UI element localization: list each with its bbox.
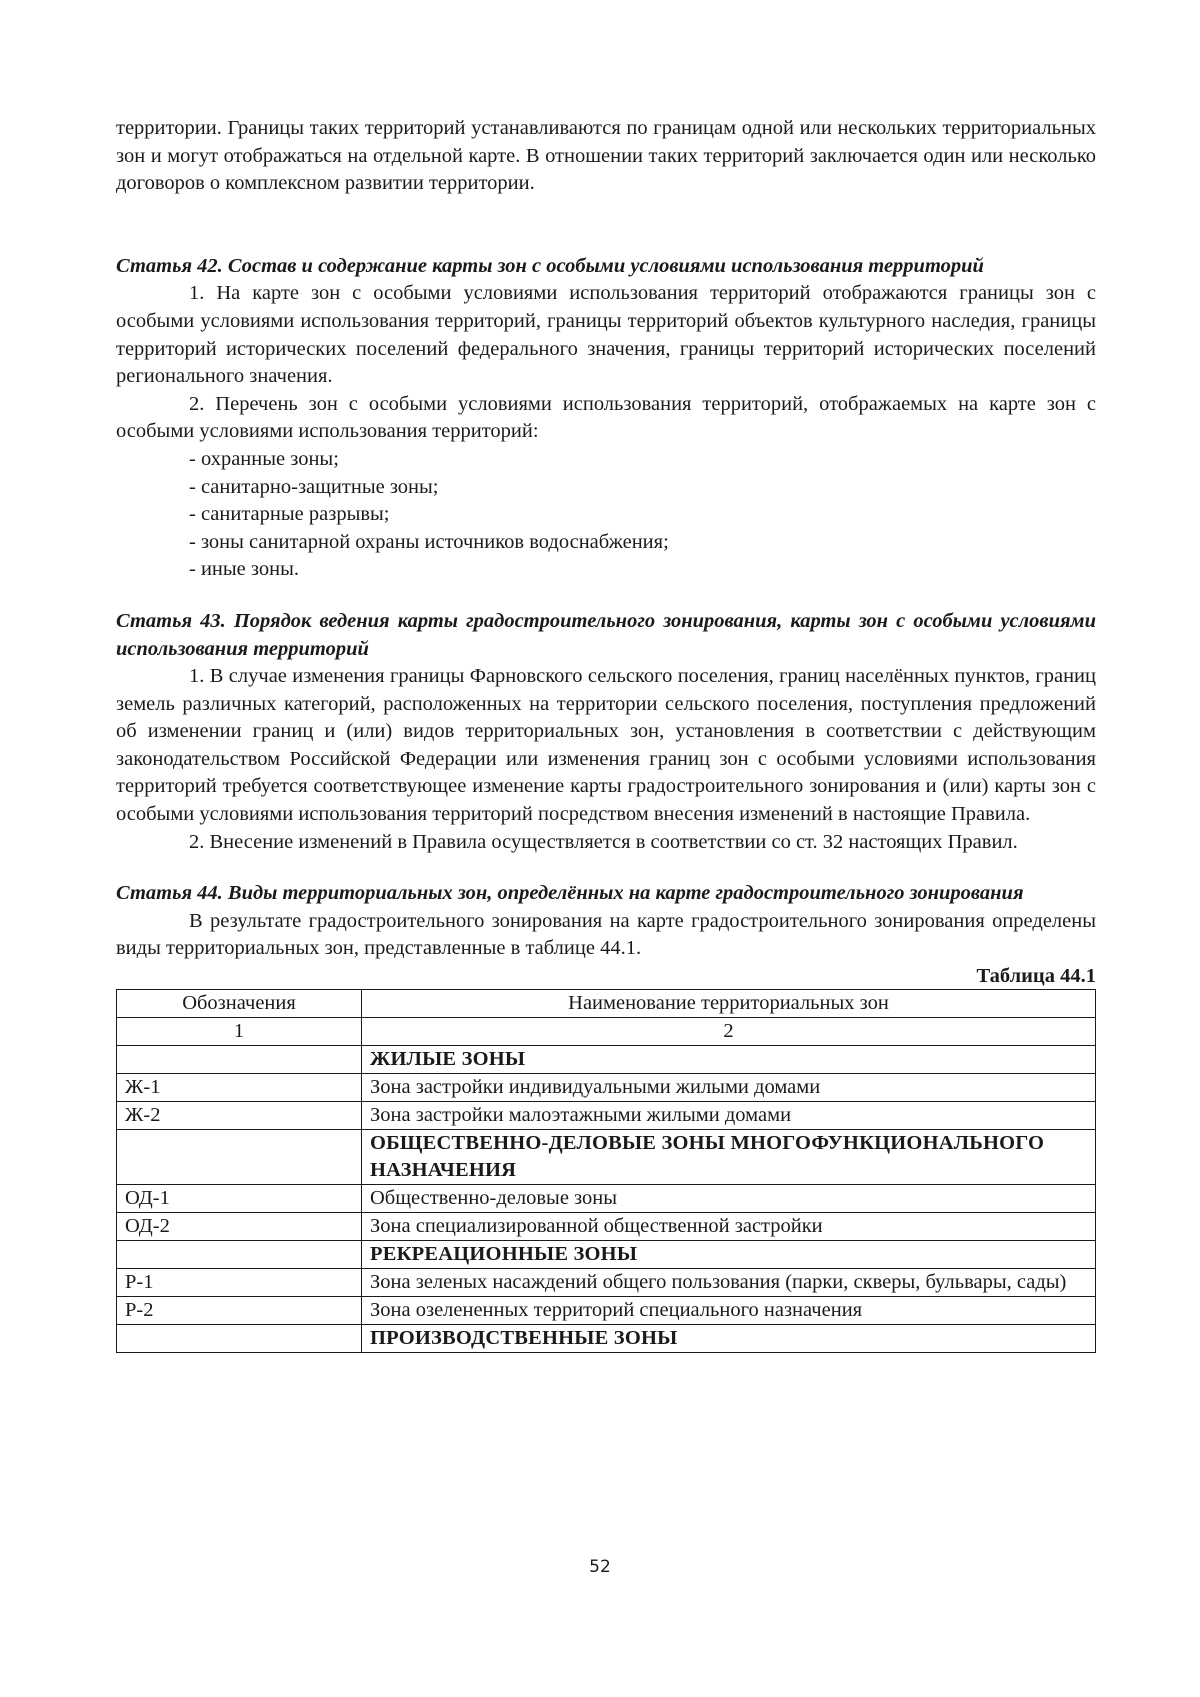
list-item: - санитарно-защитные зоны; xyxy=(189,475,439,498)
column-number-2: 2 xyxy=(362,1018,1096,1046)
zone-name: Зона озелененных территорий специального назначения xyxy=(362,1297,1096,1325)
article-44 xyxy=(116,880,1096,963)
spacer xyxy=(116,856,1096,880)
zones-table xyxy=(116,989,1096,1353)
zone-code: Р-1 xyxy=(117,1269,362,1297)
page-number: 52 xyxy=(589,1557,611,1577)
article-43-heading: Статья 43. Порядок ведения карты градостроительного зонирования, карты зон с особыми условиями использования территорий xyxy=(116,609,1096,660)
article-44-heading: Статья 44. Виды территориальных зон, определённых на карте градостроительного зонирования xyxy=(116,882,1024,905)
zone-name: Зона зеленых насаждений общего пользования (парки, скверы, бульвары, сады) xyxy=(362,1269,1096,1297)
list-item: - санитарные разрывы; xyxy=(189,503,390,526)
list-item: - охранные зоны; xyxy=(189,447,339,470)
column-header-names: Наименование территориальных зон xyxy=(362,990,1096,1018)
document-page xyxy=(116,115,1096,1353)
zone-code xyxy=(117,1046,362,1074)
zone-code xyxy=(117,1241,362,1269)
table-row xyxy=(117,1102,1096,1130)
article-43 xyxy=(116,608,1096,856)
zone-group-name: ЖИЛЫЕ ЗОНЫ xyxy=(362,1046,1096,1074)
zone-group-name: ОБЩЕСТВЕННО-ДЕЛОВЫЕ ЗОНЫ МНОГОФУНКЦИОНАЛЬНОГО НАЗНАЧЕНИЯ xyxy=(362,1130,1096,1185)
table-row xyxy=(117,1269,1096,1297)
article-42-paragraph-1: 1. На карте зон с особыми условиями использования территорий отображаются границы зон с особыми условиями использования территорий, границы территорий объектов культурного наследия, границы территорий исторических поселений федерального значения, границы территорий исторических поселений регионального значения. xyxy=(116,282,1096,388)
table-row xyxy=(117,1213,1096,1241)
article-43-paragraph-2: 2. Внесение изменений в Правила осуществляется в соответствии со ст. 32 настоящих Правил. xyxy=(189,830,1018,853)
zone-name: Зона застройки малоэтажными жилыми домами xyxy=(362,1102,1096,1130)
article-43-paragraph-1: 1. В случае изменения границы Фарновского сельского поселения, границ населённых пунктов, границ земель различных категорий, расположенных на территории сельского поселения, поступления предложений об изменении границ и (или) видов территориальных зон, установления в соответствии с действующим законодательством Российской Федерации или изменения границ зон с особыми условиями использования территорий требуется соответствующее изменение карты градостроительного зонирования и (или) карты зон с особыми условиями использования территорий посредством внесения изменений в настоящие Правила. xyxy=(116,665,1096,826)
table-column-numbers-row xyxy=(117,1018,1096,1046)
article-42-paragraph-2: 2. Перечень зон с особыми условиями использования территорий, отображаемых на карте зон с особыми условиями использования территорий: xyxy=(116,392,1096,443)
zone-name: Зона специализированной общественной застройки xyxy=(362,1213,1096,1241)
zone-code xyxy=(117,1130,362,1185)
zone-code xyxy=(117,1325,362,1353)
list-item: - иные зоны. xyxy=(189,558,299,581)
table-group-row xyxy=(117,1130,1096,1185)
table-row xyxy=(117,1074,1096,1102)
intro-paragraph: территории. Границы таких территорий устанавливаются по границам одной или нескольких территориальных зон и могут отображаться на отдельной карте. В отношении таких территорий заключается один или несколько договоров о комплексном развитии территории. xyxy=(116,117,1096,195)
spacer xyxy=(116,198,1096,253)
list-item: - зоны санитарной охраны источников водоснабжения; xyxy=(189,530,669,553)
article-42 xyxy=(116,253,1096,584)
zone-group-name: РЕКРЕАЦИОННЫЕ ЗОНЫ xyxy=(362,1241,1096,1269)
article-44-paragraph-1: В результате градостроительного зонирования на карте градостроительного зонирования определены виды территориальных зон, представленные в таблице 44.1. xyxy=(116,909,1096,960)
article-42-heading: Статья 42. Состав и содержание карты зон с особыми условиями использования территорий xyxy=(116,254,984,277)
spacer xyxy=(116,584,1096,608)
zone-code: Р-2 xyxy=(117,1297,362,1325)
zone-code: ОД-2 xyxy=(117,1213,362,1241)
table-header-row xyxy=(117,990,1096,1018)
table-group-row xyxy=(117,1046,1096,1074)
zone-group-name: ПРОИЗВОДСТВЕННЫЕ ЗОНЫ xyxy=(362,1325,1096,1353)
zone-code: Ж-1 xyxy=(117,1074,362,1102)
zone-code: ОД-1 xyxy=(117,1185,362,1213)
zone-name: Общественно-деловые зоны xyxy=(362,1185,1096,1213)
column-number-1: 1 xyxy=(117,1018,362,1046)
zone-code: Ж-2 xyxy=(117,1102,362,1130)
table-group-row xyxy=(117,1325,1096,1353)
table-caption: Таблица 44.1 xyxy=(976,965,1096,988)
table-group-row xyxy=(117,1241,1096,1269)
column-header-codes: Обозначения xyxy=(117,990,362,1018)
zone-name: Зона застройки индивидуальными жилыми домами xyxy=(362,1074,1096,1102)
table-row xyxy=(117,1297,1096,1325)
table-row xyxy=(117,1185,1096,1213)
